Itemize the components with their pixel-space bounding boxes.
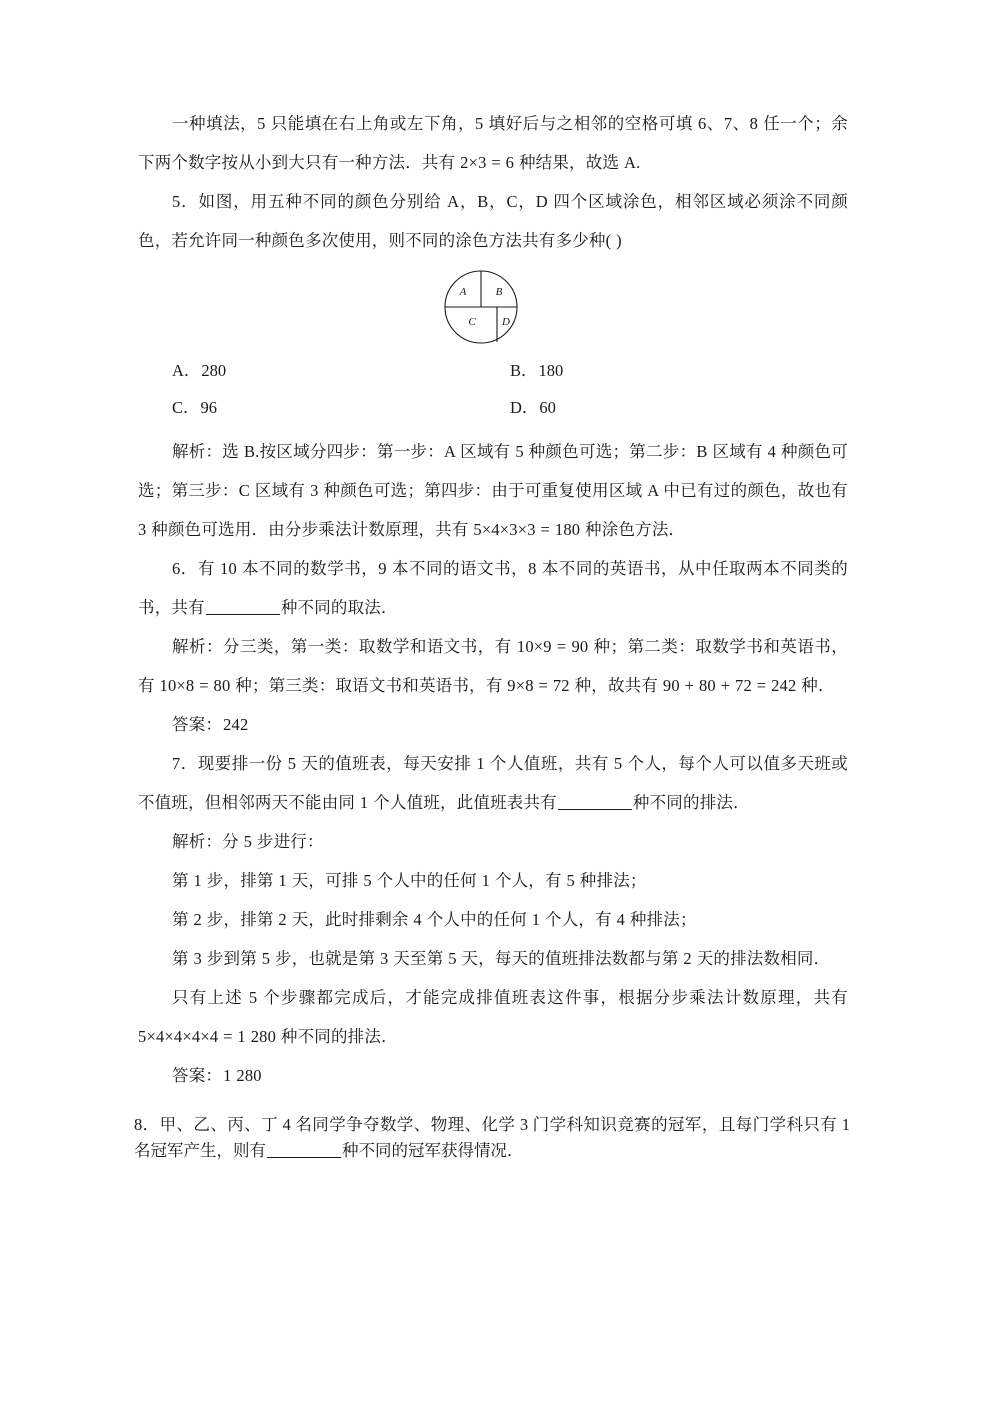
question-7-text-after: 种不同的排法．: [632, 793, 750, 812]
question-7-solution-intro: 解析：分 5 步进行：: [172, 832, 324, 851]
question-7-number: 7．: [172, 754, 198, 773]
question-6-stem: [138, 549, 848, 627]
option-row-ab: [138, 352, 848, 389]
question-6-number: 6．: [172, 559, 198, 578]
circle-four-regions-diagram: [438, 268, 524, 346]
option-b-key: B．: [510, 361, 538, 380]
question-5-figure: [114, 268, 848, 346]
question-7-answer-label: 答案：: [172, 1066, 223, 1085]
question-5-text: 如图，用五种不同的颜色分别给 A，B，C，D 四个区域涂色，相邻区域必须涂不同颜色，若允许同一种颜色多次使用，则不同的涂色方法共有多少种( ): [138, 192, 849, 250]
option-a-value: 280: [201, 361, 227, 380]
question-7-stem: [138, 744, 848, 822]
question-7-answer-blank[interactable]: [558, 809, 632, 810]
region-label-a: A: [459, 286, 467, 298]
region-label-c: C: [468, 316, 476, 328]
question-8-text-before: 甲、乙、丙、丁 4 名同学争夺数学、物理、化学 3 门学科知识竞赛的冠军，且每门学科只有 1 名冠军产生，则有: [134, 1114, 851, 1160]
option-a-key: A．: [172, 361, 201, 380]
question-6-text-after: 种不同的取法．: [280, 598, 398, 617]
question-7-step-3: 第 3 步到第 5 步，也就是第 3 天至第 5 天，每天的值班排法数都与第 2 天的排法数相同．: [172, 949, 831, 968]
question-5-solution: 解析：选 B.按区域分四步：第一步：A 区域有 5 种颜色可选；第二步：B 区域有 4 种颜色可选；第三步：C 区域有 3 种颜色可选；第四步：由于可重复使用区域 A 中已有过的颜色，故也有 3 种颜色可选用．由分步乘法计数原理，共有 5×4×3×3 = 180 种涂色方法．: [138, 442, 848, 539]
question-5-number: 5．: [172, 192, 199, 211]
question-7-step-1: 第 1 步，排第 1 天，可排 5 个人中的任何 1 个人，有 5 种排法；: [172, 871, 647, 890]
page-content: [134, 104, 851, 1180]
question-6-answer: [138, 705, 848, 744]
question-6-solution: 解析：分三类，第一类：取数学和语文书，有 10×9 = 90 种；第二类：取数学书和英语书，有 10×8 = 80 种；第三类：取语文书和英语书，有 9×8 = 72 种，故共有 90 + 80 + 72 = 242 种．: [138, 637, 848, 695]
question-8-answer-blank[interactable]: [267, 1157, 341, 1158]
question-7-answer-value: 1 280: [223, 1066, 262, 1085]
option-b-value: 180: [538, 361, 564, 380]
option-d-key: D．: [510, 398, 539, 417]
question-8-text-after: 种不同的冠军获得情况．: [342, 1140, 524, 1160]
question-7-step-4: 只有上述 5 个步骤都完成后，才能完成排值班表这件事，根据分步乘法计数原理，共有 5×4×4×4×4 = 1 280 种不同的排法．: [138, 988, 848, 1046]
q4-solution-tail: 一种填法，5 只能填在右上角或左下角，5 填好后与之相邻的空格可填 6、7、8 任一个；余下两个数字按从小到大只有一种方法．共有 2×3 = 6 种结果，故选 A.: [138, 114, 848, 172]
question-7-answer: [138, 1056, 848, 1095]
option-a[interactable]: [172, 352, 510, 389]
question-7-text-before: 现要排一份 5 天的值班表，每天安排 1 个人值班，共有 5 个人，每个人可以值多天班或不值班，但相邻两天不能由同 1 个人值班，此值班表共有: [138, 754, 848, 812]
option-d-value: 60: [539, 398, 556, 417]
region-label-b: B: [495, 286, 503, 298]
question-8-number: 8．: [134, 1114, 160, 1134]
question-6-answer-value: 242: [223, 715, 249, 734]
option-c-value: 96: [200, 398, 218, 417]
option-b[interactable]: [510, 352, 848, 389]
question-5-stem: [138, 182, 848, 260]
question-5-options: [138, 352, 848, 426]
region-label-d: D: [502, 316, 510, 328]
question-7-step-2: 第 2 步，排第 2 天，此时排剩余 4 个人中的任何 1 个人，有 4 种排法；: [172, 910, 697, 929]
question-6-answer-label: 答案：: [172, 715, 223, 734]
question-6-answer-blank[interactable]: [206, 614, 280, 615]
question-6-text-before: 有 10 本不同的数学书，9 本不同的语文书，8 本不同的英语书，从中任取两本不同类的书，共有: [138, 559, 848, 617]
option-c-key: C．: [172, 398, 200, 417]
option-c[interactable]: [172, 389, 510, 426]
question-8-stem: [134, 1112, 850, 1164]
option-d[interactable]: [510, 389, 848, 426]
option-row-cd: [138, 389, 848, 426]
